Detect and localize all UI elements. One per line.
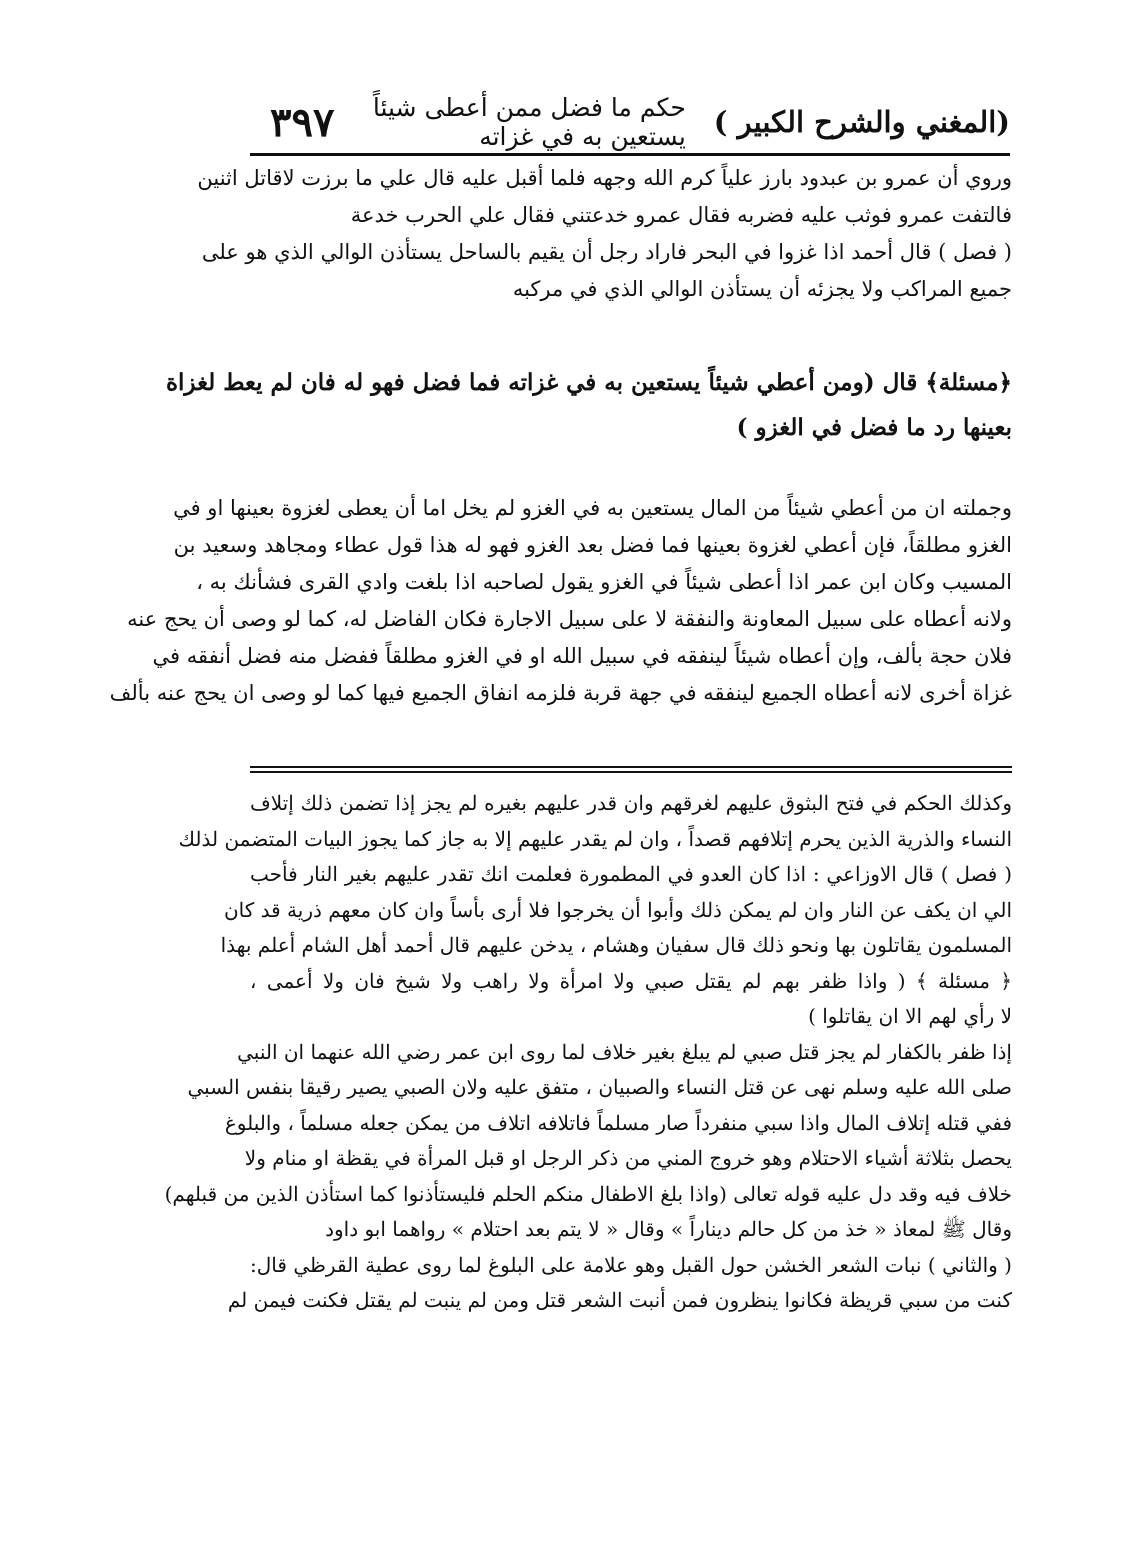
chapter-title: حكم ما فضل ممن أعطى شيئاً يستعين به في غزاته: [372, 93, 686, 151]
text-line: فلان حجة بألف، وإن أعطاه شيئاً لينفقه في سبيل الله او في الغزو مطلقاً ففضل منه فضل أنفقه في: [152, 644, 1012, 668]
book-title: (المغني والشرح الكبير ): [713, 105, 1010, 139]
text-line: كنت من سبي قريظة فكانوا ينظرون فمن أنبت الشعر قتل ومن لم ينبت لم يقتل فكنت فيمن لم: [227, 1288, 1012, 1312]
page-header: [250, 92, 1010, 152]
text-line: وقال ﷺ لمعاذ « خذ من كل حالم ديناراً » وقال « لا يتم بعد احتلام » رواهما ابو داود: [325, 1217, 1012, 1241]
text-line: غزاة أخرى لانه أعطاه الجميع لينفقه في جهة قربة فلزمه انفاق الجميع فيها كما لو وصى ان يحج عنه بألف: [109, 681, 1012, 705]
text-line: إذا ظفر بالكفار لم يجز قتل صبي لم يبلغ بغير خلاف لما روى ابن عمر رضي الله عنهما ان النبي: [237, 1039, 1012, 1064]
text-line: الغزو مطلقاً، فإن أعطي لغزوة بعينها فما فضل بعد الغزو فهو له هذا قول عطاء ومجاهد وسعيد بن: [173, 533, 1012, 557]
commentary-upper: [109, 490, 1012, 712]
text-line: المسلمون يقاتلون بها ونحو ذلك قال سفيان وهشام ، يدخن عليهم قال أحمد أهل الشام أعلم بهذا: [220, 933, 1012, 957]
text-line: خلاف فيه وقد دل عليه قوله تعالى (واذا بلغ الاطفال منكم الحلم فليستأذنوا كما استأذن الذين من قبلهم): [164, 1181, 1012, 1206]
text-line: يحصل بثلاثة أشياء الاحتلام وهو خروج المني من ذكر الرجل او قبل المرأة في يقظة او منام ولا: [244, 1146, 1012, 1170]
text-line: لا رأي لهم الا ان يقاتلوا ): [808, 1004, 1012, 1028]
section-divider: [250, 771, 1012, 773]
text-line: ولانه أعطاه على سبيل المعاونة والنفقة لا على سبيل الاجارة فكان الفاضل له، كما لو وصى أن يحج عنه: [127, 607, 1012, 631]
text-line: ﴿ مسئلة ﴾ ( واذا ظفر بهم لم يقتل صبي ولا امرأة ولا راهب ولا شيخ فان ولا أعمى ،: [250, 968, 1012, 993]
text-line: صلى الله عليه وسلم نهى عن قتل النساء والصبيان ، متفق عليه ولان الصبي يصير رقيقا بنفس السبي: [187, 1075, 1012, 1099]
text-line: ففي قتله إتلاف المال واذا سبي منفرداً صار مسلماً فاتلافه اتلاف من يمكن جعله مسلماً ، والبلوغ: [224, 1110, 1012, 1135]
lower-text: [164, 786, 1012, 1319]
text-line: فالتفت عمرو فوثب عليه فضربه فقال عمرو خدعتني فقال علي الحرب خدعة: [350, 203, 1012, 227]
text-line: ( فصل ) قال أحمد اذا غزوا في البحر فاراد رجل أن يقيم بالساحل يستأذن الوالي الذي هو على: [201, 240, 1012, 264]
section-divider: [250, 766, 1012, 768]
text-line: جميع المراكب ولا يجزئه أن يستأذن الوالي الذي في مركبه: [512, 277, 1012, 301]
header-rule: [250, 153, 1010, 156]
text-line: وجملته ان من أعطي شيئاً من المال يستعين به في الغزو لم يخل اما أن يعطى لغزوة بعينها او في: [173, 496, 1012, 520]
text-line: ( والثاني ) نبات الشعر الخشن حول القبل وهو علامة على البلوغ لما روى عطية القرظي قال:: [250, 1252, 1012, 1277]
text-line: وكذلك الحكم في فتح البثوق عليهم لغرقهم وان قدر عليهم بغيره لم يجز إذا تضمن ذلك إتلاف: [250, 791, 1012, 815]
top-paragraphs: [197, 160, 1012, 308]
text-line: النساء والذرية الذين يحرم إتلافهم قصداً ، وان لم يقدر عليهم إلا به جاز كما يجوز البيات المتضمن لذلك: [178, 826, 1012, 851]
page-number: ٣٩٧: [270, 98, 335, 146]
text-line: ﴿مسئلة﴾ قال (ومن أعطي شيئاً يستعين به في غزاته فما فضل فهو له فان لم يعط لغزاة: [165, 369, 1012, 396]
text-line: بعينها رد ما فضل في الغزو ): [736, 414, 1012, 441]
text-line: الي ان يكف عن النار وان لم يمكن ذلك وأبوا أن يخرجوا فلا أرى بأساً وان كان معهم ذرية قد كان: [223, 897, 1012, 922]
masala-heading: [165, 360, 1012, 450]
text-line: المسيب وكان ابن عمر اذا أعطى شيئاً في الغزو يقول لصاحبه اذا بلغت وادي القرى فشأنك به ،: [196, 570, 1012, 594]
text-line: ( فصل ) قال الاوزاعي : اذا كان العدو في المطمورة فعلمت انك تقدر عليهم بغير النار فأحب: [250, 862, 1012, 886]
text-line: وروي أن عمرو بن عبدود بارز علياً كرم الله وجهه فلما أقبل عليه قال علي ما برزت لاقاتل اثنين: [197, 166, 1012, 190]
